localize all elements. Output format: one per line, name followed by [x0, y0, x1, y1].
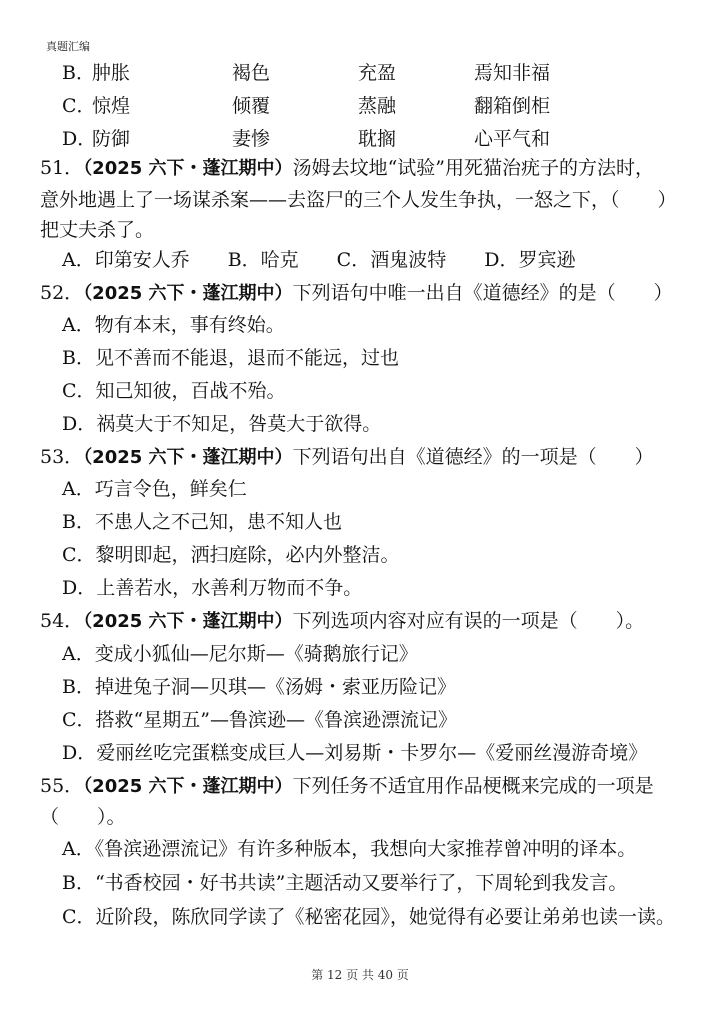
- option-item: D．爱丽丝吃完蛋糕变成巨人—刘易斯・卡罗尔—《爱丽丝漫游奇境》: [62, 742, 648, 764]
- option-b-item-4: 焉知非福: [474, 62, 551, 84]
- option-item: B．“书香校园・好书共读”主题活动又要举行了，下周轮到我发言。: [62, 872, 628, 894]
- question-source-tag: （2025 六下・蓬江期中）: [83, 611, 293, 632]
- question-number: 54．: [40, 610, 84, 632]
- question-53-title: [40, 446, 654, 469]
- question-stem-line: （ ）。: [40, 806, 126, 828]
- option-c-item-1: 惊煌: [92, 95, 131, 117]
- question-stem-line: 意外地遇上了一场谋杀案——去盗尸的三个人发生争执，一怒之下，（ ）: [40, 189, 677, 211]
- question-stem-line: 下列任务不适宜用作品梗概来完成的一项是: [292, 775, 654, 797]
- option-item: B．见不善而不能退，退而不能远，过也: [62, 347, 399, 369]
- option-b-item-3: 充盈: [358, 62, 397, 84]
- question-52-title: [40, 282, 673, 305]
- option-item: D．上善若水，水善利万物而不争。: [62, 577, 363, 599]
- page-footer: 第 12 页 共 40 页: [311, 968, 409, 982]
- option-item: A．巧言令色，鲜矣仁: [62, 478, 247, 500]
- option-item: C．知己知彼，百战不殆。: [62, 380, 286, 402]
- question-stem-line: 把丈夫杀了。: [40, 219, 155, 241]
- option-d-item-4: 心平气和: [474, 128, 551, 150]
- question-number: 51．: [40, 157, 84, 179]
- question-54-title: [40, 610, 644, 633]
- question-55-title: [40, 775, 654, 798]
- question-51-options: A．印第安人乔 B．哈克 C．酒鬼波特 D．罗宾逊: [62, 249, 576, 271]
- option-d-item-3: 耽搁: [358, 128, 397, 150]
- question-number: 55．: [40, 775, 84, 797]
- option-b-letter: B．: [62, 62, 95, 84]
- question-source-tag: （2025 六下・蓬江期中）: [83, 447, 293, 468]
- question-source-tag: （2025 六下・蓬江期中）: [83, 283, 293, 304]
- option-c-item-4: 翻箱倒柜: [474, 95, 551, 117]
- option-d-item-2: 妻惨: [232, 128, 271, 150]
- option-c-letter: C．: [62, 95, 96, 117]
- question-source-tag: （2025 六下・蓬江期中）: [83, 776, 293, 797]
- option-item: C．黎明即起，洒扫庭除，必内外整洁。: [62, 544, 400, 566]
- option-item: B．掉进兔子洞—贝琪—《汤姆・索亚历险记》: [62, 676, 456, 698]
- question-source-tag: （2025 六下・蓬江期中）: [83, 158, 293, 179]
- question-51-title: [40, 157, 654, 180]
- question-stem-line: 下列选项内容对应有误的一项是（ ）。: [292, 610, 645, 632]
- page-header: 真题汇编: [46, 40, 90, 53]
- option-item: A．物有本末，事有终始。: [62, 314, 285, 336]
- question-stem-line: 下列语句出自《道德经》的一项是（ ）: [292, 446, 654, 468]
- option-c-item-2: 倾覆: [232, 95, 271, 117]
- option-item: A．《鲁滨逊漂流记》有许多种版本，我想向大家推荐曾冲明的译本。: [62, 838, 637, 860]
- option-b-item-1: 肿胀: [92, 62, 131, 84]
- option-item: C．近阶段，陈欣同学读了《秘密花园》，她觉得有必要让弟弟也读一读。: [62, 906, 676, 928]
- option-c-item-3: 蒸融: [358, 95, 397, 117]
- question-stem-line: 汤姆去坟地“试验”用死猫治疣子的方法时，: [292, 157, 654, 179]
- option-item: B．不患人之不己知，患不知人也: [62, 511, 342, 533]
- question-number: 53．: [40, 446, 84, 468]
- option-item: C．搭救“星期五”—鲁滨逊—《鲁滨逊漂流记》: [62, 709, 457, 731]
- option-item: D．祸莫大于不知足，咎莫大于欲得。: [62, 413, 382, 435]
- option-d-letter: D．: [62, 128, 97, 150]
- question-number: 52．: [40, 282, 84, 304]
- option-b-item-2: 褐色: [232, 62, 271, 84]
- question-stem-line: 下列语句中唯一出自《道德经》的是（ ）: [292, 282, 673, 304]
- option-item: A．变成小狐仙—尼尔斯—《骑鹅旅行记》: [62, 643, 418, 665]
- option-d-item-1: 防御: [92, 128, 131, 150]
